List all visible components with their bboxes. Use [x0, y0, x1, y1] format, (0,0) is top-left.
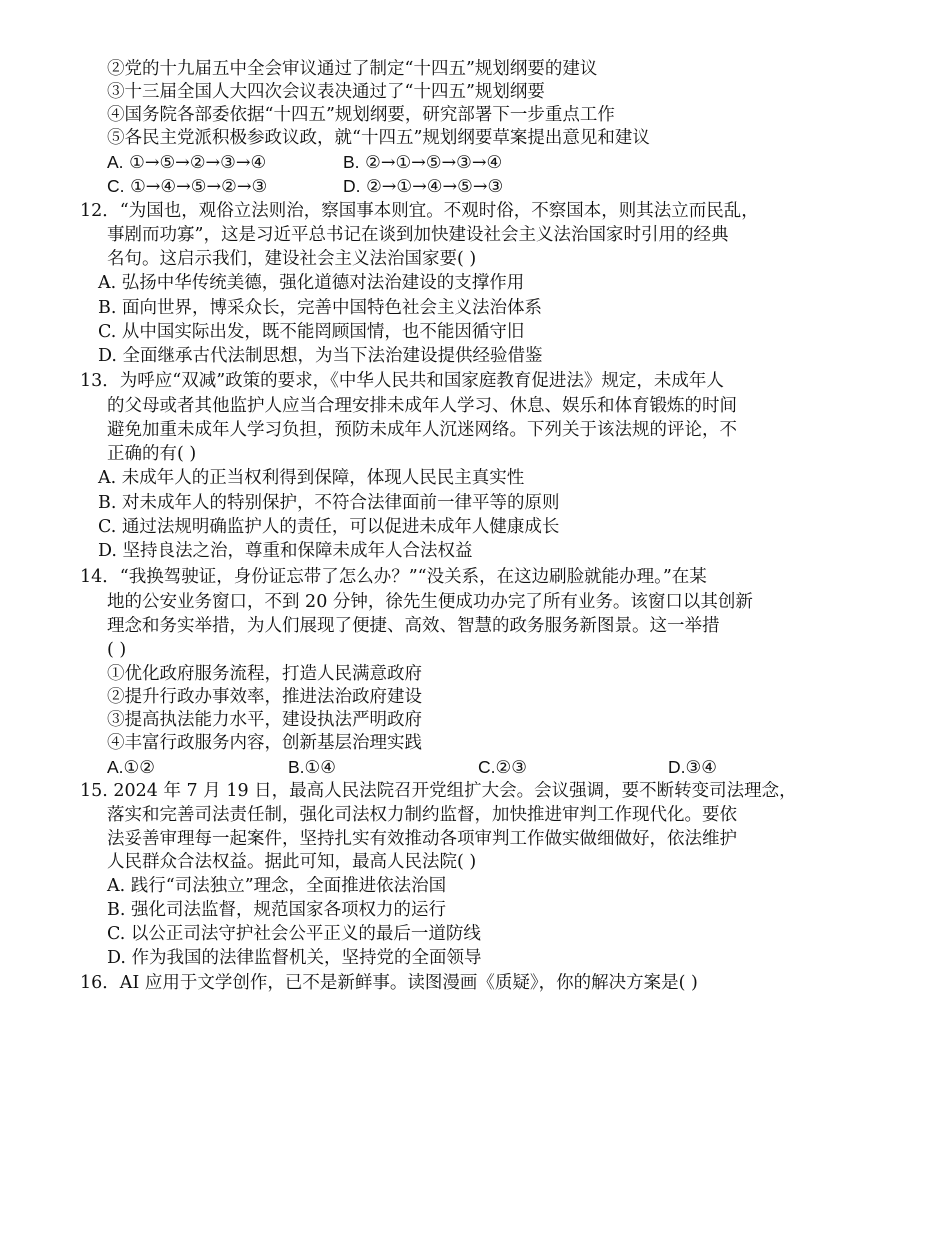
q15-stem-line-4: 人民群众合法权益。据此可知，最高人民法院( )	[107, 852, 477, 872]
q11-option-a[interactable]: A. ①→⑤→②→③→④	[107, 152, 267, 173]
q13-option-d[interactable]: D. 坚持良法之治，尊重和保障未成年人合法权益	[98, 541, 473, 561]
q12-option-a[interactable]: A. 弘扬中华传统美德，强化道德对法治建设的支撑作用	[98, 273, 525, 293]
q13-stem-line-2: 的父母或者其他监护人应当合理安排未成年人学习、休息、娱乐和体育锻炼的时间	[107, 396, 737, 416]
q12-option-d[interactable]: D. 全面继承古代法制思想，为当下法治建设提供经验借鉴	[98, 346, 543, 366]
q14-stem-line-1: 14．“我换驾驶证，身份证忘带了怎么办？”“没关系，在这边刷脸就能办理。”在某	[80, 567, 707, 587]
q11-item-3: ③十三届全国人大四次会议表决通过了“十四五”规划纲要	[107, 82, 545, 102]
q14-option-b[interactable]: B.①④	[288, 757, 336, 778]
q13-option-a[interactable]: A. 未成年人的正当权利得到保障，体现人民民主真实性	[98, 468, 525, 488]
q15-stem-line-2: 落实和完善司法责任制，强化司法权力制约监督，加快推进审判工作现代化。要依	[107, 805, 737, 825]
q11-item-2: ②党的十九届五中全会审议通过了制定“十四五”规划纲要的建议	[107, 59, 598, 79]
q14-stem-line-3: 理念和务实举措，为人们展现了便捷、高效、智慧的政务服务新图景。这一举措	[107, 616, 720, 636]
q13-stem-line-1: 13．为呼应“双减”政策的要求，《中华人民共和国家庭教育促进法》规定，未成年人	[80, 371, 724, 391]
q13-stem-line-4: 正确的有( )	[107, 444, 197, 464]
q13-stem-line-3: 避免加重未成年人学习负担，预防未成年人沉迷网络。下列关于该法规的评论，不	[107, 420, 737, 440]
q11-option-d[interactable]: D. ②→①→④→⑤→③	[343, 176, 504, 197]
q16-stem-line-1: 16．AI 应用于文学创作，已不是新鲜事。读图漫画《质疑》，你的解决方案是( )	[80, 973, 698, 993]
q15-stem-line-1: 15. 2024 年 7 月 19 日，最高人民法院召开党组扩大会。会议强调，要不断转变司法理念，	[80, 781, 797, 801]
q12-option-b[interactable]: B. 面向世界，博采众长，完善中国特色社会主义法治体系	[98, 298, 542, 318]
q15-option-b[interactable]: B. 强化司法监督，规范国家各项权力的运行	[107, 900, 446, 920]
q14-stem-line-2: 地的公安业务窗口，不到 20 分钟，徐先生便成功办完了所有业务。该窗口以其创新	[107, 592, 753, 612]
q14-option-c[interactable]: C.②③	[478, 757, 527, 778]
q14-item-1: ①优化政府服务流程，打造人民满意政府	[107, 664, 422, 684]
q15-option-a[interactable]: A. 践行“司法独立”理念，全面推进依法治国	[107, 876, 447, 896]
q11-option-b[interactable]: B. ②→①→⑤→③→④	[343, 152, 503, 173]
q11-option-c[interactable]: C. ①→④→⑤→②→③	[107, 176, 268, 197]
q11-item-5: ⑤各民主党派积极参政议政，就“十四五”规划纲要草案提出意见和建议	[107, 128, 650, 148]
q14-option-a[interactable]: A.①②	[107, 757, 155, 778]
q11-item-4: ④国务院各部委依据“十四五”规划纲要，研究部署下一步重点工作	[107, 105, 615, 125]
q14-item-4: ④丰富行政服务内容，创新基层治理实践	[107, 733, 422, 753]
q15-option-c[interactable]: C. 以公正司法守护社会公平正义的最后一道防线	[107, 924, 481, 944]
q14-item-2: ②提升行政办事效率，推进法治政府建设	[107, 687, 422, 707]
q14-stem-line-4: ( )	[107, 640, 127, 660]
q14-option-d[interactable]: D.③④	[668, 757, 717, 778]
q12-stem-line-2: 事剧而功寡”，这是习近平总书记在谈到加快建设社会主义法治国家时引用的经典	[107, 225, 729, 245]
q12-option-c[interactable]: C. 从中国实际出发，既不能罔顾国情，也不能因循守旧	[98, 322, 525, 342]
q15-option-d[interactable]: D. 作为我国的法律监督机关，坚持党的全面领导	[107, 948, 482, 968]
q13-option-b[interactable]: B. 对未成年人的特别保护，不符合法律面前一律平等的原则	[98, 493, 560, 513]
q12-stem-line-1: 12．“为国也，观俗立法则治，察国事本则宜。不观时俗，不察国本，则其法立而民乱，	[80, 201, 759, 221]
q14-item-3: ③提高执法能力水平，建设执法严明政府	[107, 710, 422, 730]
q15-stem-line-3: 法妥善审理每一起案件，坚持扎实有效推动各项审判工作做实做细做好，依法维护	[107, 829, 737, 849]
q13-option-c[interactable]: C. 通过法规明确监护人的责任，可以促进未成年人健康成长	[98, 517, 560, 537]
q12-stem-line-3: 名句。这启示我们，建设社会主义法治国家要( )	[107, 249, 477, 269]
